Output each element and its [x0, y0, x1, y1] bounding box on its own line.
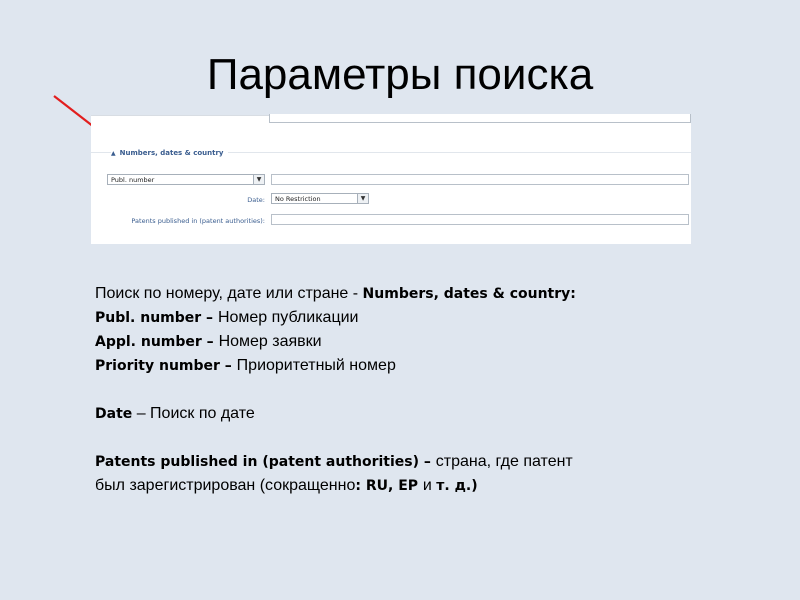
- line-gap: [95, 426, 735, 450]
- date-select-value: No Restriction: [275, 195, 321, 203]
- description-line: [95, 306, 735, 330]
- description-bold-span: Numbers, dates & country:: [362, 286, 576, 302]
- description-text: [95, 282, 735, 498]
- description-text-span: Номер заявки: [218, 333, 322, 350]
- description-text-span: – Поиск по дате: [132, 405, 255, 422]
- description-bold-span: Appl. number –: [95, 334, 219, 350]
- chevron-down-icon: ▼: [253, 175, 264, 184]
- description-bold-span: Priority number –: [95, 358, 237, 374]
- patents-published-input[interactable]: [271, 214, 689, 225]
- number-type-select-value: Publ. number: [111, 176, 155, 184]
- description-text-span: и: [422, 477, 437, 494]
- description-text-span: был зарегистрирован (сокращенно: [95, 477, 356, 494]
- description-bold-span: : RU, EP: [355, 478, 423, 494]
- description-bold-span: Patents published in (patent authorities) –: [95, 454, 436, 470]
- description-text-span: Приоритетный номер: [236, 357, 396, 374]
- date-label: Date:: [247, 196, 265, 204]
- triangle-down-icon: ▲: [111, 149, 116, 157]
- patents-published-label: Patents published in (patent authorities):: [131, 217, 265, 225]
- chevron-down-icon: ▼: [357, 194, 368, 203]
- description-line: [95, 282, 735, 306]
- search-form-panel: [91, 115, 691, 244]
- description-bold-span: т. д.): [436, 478, 478, 494]
- description-bold-span: Date: [95, 406, 133, 422]
- slide-title: Параметры поиска: [206, 50, 594, 99]
- section-header-label: Numbers, dates & country: [119, 149, 224, 157]
- description-line: [95, 450, 735, 474]
- description-text-span: Номер публикации: [217, 309, 359, 326]
- number-type-select[interactable]: [107, 174, 265, 185]
- section-header-numbers-dates-country[interactable]: [111, 149, 228, 157]
- previous-input-field[interactable]: [269, 114, 691, 123]
- date-select[interactable]: [271, 193, 369, 204]
- description-line: [95, 330, 735, 354]
- description-line: [95, 474, 735, 498]
- description-bold-span: Publ. number –: [95, 310, 218, 326]
- line-gap: [95, 378, 735, 402]
- description-text-span: страна, где патент: [435, 453, 573, 470]
- description-line: [95, 354, 735, 378]
- description-text-span: Поиск по номеру, дате или стране -: [95, 285, 363, 302]
- number-input[interactable]: [271, 174, 689, 185]
- description-line: [95, 402, 735, 426]
